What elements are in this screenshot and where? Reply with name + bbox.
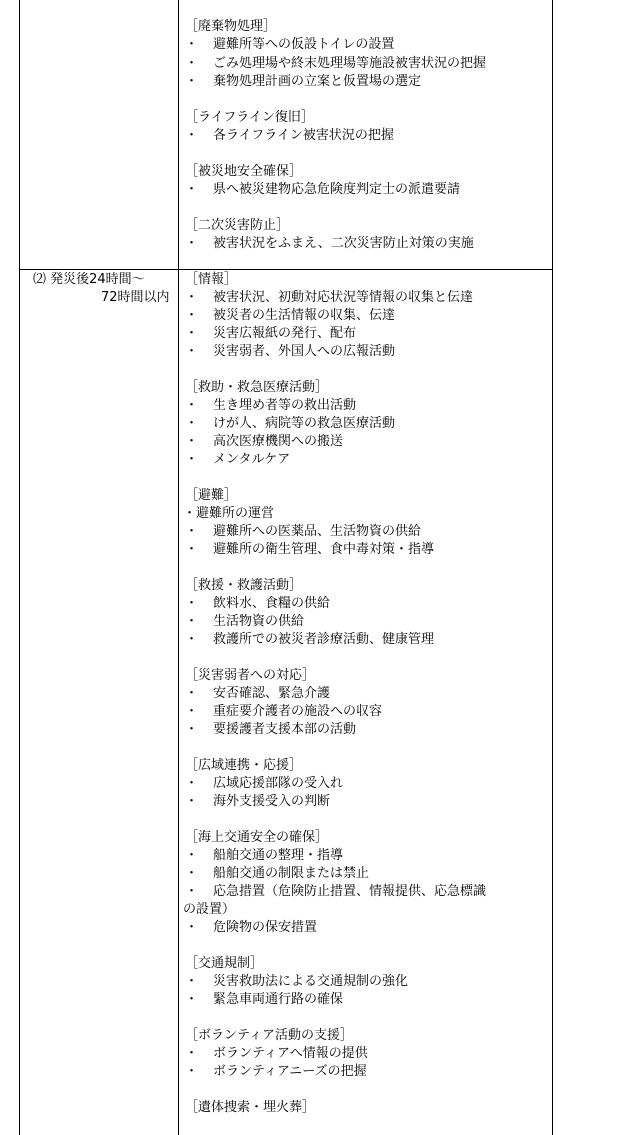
list-subheader: ・避難所の運営 xyxy=(183,506,275,521)
list-item: ・ 船舶交通の整理・指導 xyxy=(185,848,344,863)
list-item: ・ ごみ処理場や終末処理場等施設被害状況の把握 xyxy=(185,56,487,71)
section-header-rescue: ［救助・救急医療活動］ xyxy=(185,380,329,395)
list-item: ・ けが人、病院等の救急医療活動 xyxy=(185,416,396,431)
list-item: ・ 危険物の保安措置 xyxy=(185,920,318,935)
list-item: ・ 緊急車両通行路の確保 xyxy=(185,992,344,1007)
section-header-wide-area: ［広域連携・応援］ xyxy=(185,758,303,773)
list-item: ・ 要援護者支援本部の活動 xyxy=(185,722,357,737)
list-item: ・ 被災者の生活情報の収集、伝達 xyxy=(185,308,396,323)
section-header-traffic: ［交通規制］ xyxy=(185,956,264,971)
list-item: ・ 各ライフライン被害状況の把握 xyxy=(185,128,394,143)
section-header-secondary-disaster: ［二次災害防止］ xyxy=(185,218,290,233)
section-header-info: ［情報］ xyxy=(185,272,238,287)
section-header-volunteer: ［ボランティア活動の支援］ xyxy=(185,1028,353,1043)
section-header-lifeline: ［ライフライン復旧］ xyxy=(185,110,314,125)
table-row-divider xyxy=(19,269,553,270)
section-header-relief: ［救援・救護活動］ xyxy=(185,578,303,593)
list-item: ・ 応急措置（危険防止措置、情報提供、応急標識 xyxy=(185,884,487,899)
list-item: ・ ボランティアニーズの把握 xyxy=(185,1064,367,1079)
section-header-evacuation: ［避難］ xyxy=(185,488,238,503)
list-item: ・ 災害広報紙の発行、配布 xyxy=(185,326,357,341)
list-item: ・ 被害状況をふまえ、二次災害防止対策の実施 xyxy=(185,236,474,251)
table-right-border xyxy=(552,0,553,1135)
table-left-border xyxy=(19,0,20,1135)
list-item: ・ 被害状況、初動対応状況等情報の収集と伝達 xyxy=(185,290,474,305)
list-item: ・ ボランティアへ情報の提供 xyxy=(185,1046,368,1061)
section-header-maritime: ［海上交通安全の確保］ xyxy=(185,830,329,845)
list-item: ・ 災害弱者、外国人への広報活動 xyxy=(185,344,396,359)
list-item: ・ 飲料水、食糧の供給 xyxy=(185,596,331,611)
phase-label-line1: ⑵ 発災後24時間～ xyxy=(33,272,145,287)
list-item: ・ 海外支援受入の判断 xyxy=(185,794,331,809)
list-item: ・ 避難所への医薬品、生活物資の供給 xyxy=(185,524,422,539)
list-item: ・ 広域応援部隊の受入れ xyxy=(185,776,344,791)
section-header-remains: ［遺体捜索・埋火葬］ xyxy=(185,1100,316,1115)
list-item: ・ 救護所での被災者診療活動、健康管理 xyxy=(185,632,435,647)
list-item: ・ メンタルケア xyxy=(185,452,291,467)
list-item: ・ 安否確認、緊急介護 xyxy=(185,686,331,701)
list-item: ・ 重症要介護者の施設への収容 xyxy=(185,704,383,719)
list-item: ・ 県へ被災建物応急危険度判定士の派遣要請 xyxy=(185,182,461,197)
section-header-safety: ［被災地安全確保］ xyxy=(185,164,303,179)
list-item: ・ 避難所の衛生管理、食中毒対策・指導 xyxy=(185,542,435,557)
list-item: ・ 災害救助法による交通規制の強化 xyxy=(185,974,409,989)
list-item: ・ 避難所等への仮設トイレの設置 xyxy=(185,37,395,52)
list-item: ・ 棄物処理計画の立案と仮置場の選定 xyxy=(185,74,422,89)
table-column-divider xyxy=(178,0,179,1135)
list-item-wrap: の設置） xyxy=(183,902,236,917)
list-item: ・ 生き埋め者等の救出活動 xyxy=(185,398,357,413)
phase-label-line2: 72時間以内 xyxy=(101,290,170,305)
list-item: ・ 船舶交通の制限または禁止 xyxy=(185,866,370,881)
section-header-waste: ［廃棄物処理］ xyxy=(185,19,277,34)
list-item: ・ 生活物資の供給 xyxy=(185,614,305,629)
section-header-vulnerable: ［災害弱者への対応］ xyxy=(185,668,316,683)
list-item: ・ 高次医療機関への搬送 xyxy=(185,434,344,449)
